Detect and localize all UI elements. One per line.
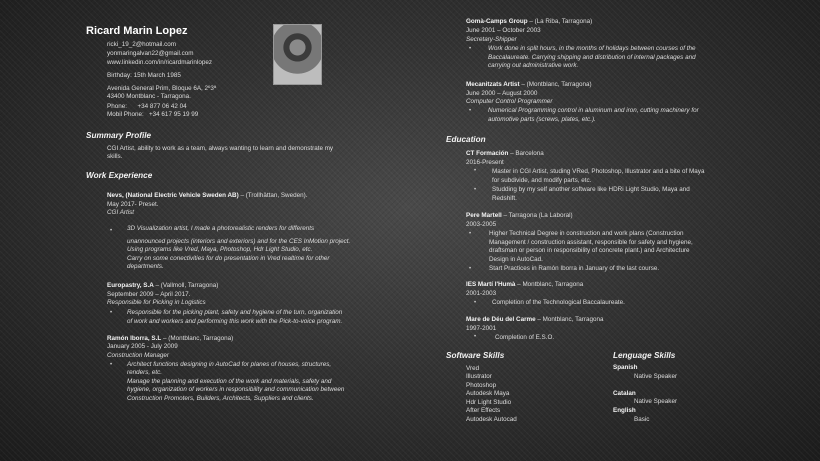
bullet-icon: • bbox=[474, 300, 477, 306]
job-place: – (Trollhättan, Sweden). bbox=[238, 192, 308, 199]
summary-line: CGI Artist, ability to work as a team, always wanting to learn and demonstrate my bbox=[107, 145, 334, 152]
education-dates: 2016-Present bbox=[466, 159, 504, 166]
job-heading bbox=[107, 192, 307, 200]
education-heading bbox=[466, 150, 544, 158]
job-role: Responsible for Picking in Logistics bbox=[107, 299, 206, 306]
software-item: After Effects bbox=[466, 407, 501, 414]
summary-line: skills. bbox=[107, 153, 123, 160]
job-desc: Work done in split hours, in the months of holidays between courses of the bbox=[488, 45, 696, 52]
birthday: Birthday: 15th March 1985 bbox=[107, 72, 181, 79]
bullet-icon: • bbox=[474, 168, 477, 174]
education-desc: Master in CGI Artist, studing VRed, Photoshop, Illustrator and a bite of Maya bbox=[492, 168, 705, 175]
software-item: Autodesk Autocad bbox=[466, 416, 517, 423]
address-line-1: Avenida General Prim, Bloque 6A, 2º3ª bbox=[107, 85, 217, 92]
job-dates: June 2000 – August 2000 bbox=[466, 90, 538, 97]
bullet-icon: • bbox=[110, 228, 113, 234]
job-dates: September 2009 – April 2017. bbox=[107, 291, 191, 298]
job-desc: unannounced projects (interiors and exteriors) and for the CES InMotion project. bbox=[127, 238, 351, 245]
job-company: Mecanitzats Artist bbox=[466, 81, 520, 88]
job-place: – (Montblanc, Tarragona) bbox=[519, 81, 592, 88]
linkedin-link[interactable]: www.linkedin.com/in/ricardmarinlopez bbox=[107, 59, 212, 66]
job-role: Computer Control Programmer bbox=[466, 98, 553, 105]
bullet-icon: • bbox=[474, 334, 477, 340]
job-desc: Architect functions designing in AutoCad for planes of houses, structures, bbox=[127, 361, 332, 368]
job-company: Europastry, S.A bbox=[107, 282, 154, 289]
candidate-name: Ricard Marin Lopez bbox=[86, 25, 188, 37]
job-heading bbox=[466, 81, 592, 89]
education-desc: Management / construction assistant, responsible for safety and hygiene, bbox=[489, 239, 693, 246]
education-desc: Completion of E.S.O. bbox=[495, 334, 555, 341]
education-desc: Design in AutoCad. bbox=[489, 256, 543, 263]
education-place: – Barcelona bbox=[508, 150, 544, 157]
address-line-2: 43400 Montblanc - Tarragona. bbox=[107, 93, 191, 100]
software-item: Autodesk Maya bbox=[466, 390, 510, 397]
software-skills-title: Software Skills bbox=[446, 351, 505, 360]
education-place: – Montblanc, Tarragona bbox=[535, 316, 604, 323]
education-title: Education bbox=[446, 135, 486, 144]
job-dates: May 2017- Preset. bbox=[107, 201, 159, 208]
email-secondary[interactable]: yonmaringalvan22@gmail.com bbox=[107, 50, 194, 57]
job-desc: carrying out administrative work. bbox=[488, 62, 579, 69]
bullet-icon: • bbox=[469, 266, 472, 272]
education-dates: 1997-2001 bbox=[466, 325, 497, 332]
job-desc: renders, etc. bbox=[127, 369, 162, 376]
bullet-icon: • bbox=[474, 187, 477, 193]
job-company: Nevs, (National Electric Vehicle Sweden AB) bbox=[107, 192, 239, 199]
job-place: – (Montblanc, Tarragona) bbox=[161, 335, 234, 342]
job-heading bbox=[107, 282, 218, 290]
summary-title: Summary Profile bbox=[86, 131, 152, 140]
job-company: Gomà-Camps Group bbox=[466, 18, 528, 25]
language-name: Catalan bbox=[613, 390, 636, 397]
job-desc: Baccalaureate. Carrying shipping and distribution of internal packages and bbox=[488, 54, 696, 61]
bullet-icon: • bbox=[469, 108, 472, 114]
language-level: Basic bbox=[634, 416, 650, 423]
job-role: CGI Artist bbox=[107, 209, 135, 216]
job-desc: Using programs like Vred, Maya, Photoshop, Hdr Light Studio, etc. bbox=[127, 246, 313, 253]
education-desc: Studding by my self another software like HDRi Light Studio, Maya and bbox=[492, 186, 690, 193]
education-desc: Redshift. bbox=[492, 195, 517, 202]
language-level: Native Speaker bbox=[634, 373, 678, 380]
bullet-icon: • bbox=[110, 310, 113, 316]
education-dates: 2001-2003 bbox=[466, 290, 497, 297]
education-heading bbox=[466, 212, 573, 220]
education-desc: Completion of the Technological Baccalaureate. bbox=[492, 299, 625, 306]
work-experience-title: Work Experience bbox=[86, 171, 153, 180]
job-desc: of work and workers and performing this work with the Pick-to-voice program. bbox=[127, 318, 343, 325]
job-place: – (La Riba, Tarragona) bbox=[527, 18, 593, 25]
job-desc: Numerical Programming control in aluminum and iron, cutting machinery for bbox=[488, 107, 699, 114]
software-item: Illustrator bbox=[466, 373, 492, 380]
education-school: Mare de Déu del Carme bbox=[466, 316, 536, 323]
job-desc: Construction Promoters, Builders, Architects, Suppliers and clients. bbox=[127, 395, 314, 402]
language-skills-title: Lenguage Skills bbox=[613, 351, 676, 360]
job-place: – (Vallmoll, Tarragona) bbox=[153, 282, 219, 289]
education-heading bbox=[466, 316, 603, 324]
job-role: Construction Manager bbox=[107, 352, 169, 359]
software-item: Vred bbox=[466, 365, 480, 372]
job-desc: Carry on some conectivities for do presentation in Vred realtime for other bbox=[127, 255, 330, 262]
language-name: Spanish bbox=[613, 364, 638, 371]
job-desc: automotive parts (screws, plates, etc.). bbox=[488, 116, 596, 123]
education-school: Pere Martell bbox=[466, 212, 502, 219]
language-name: English bbox=[613, 407, 636, 414]
education-desc: draftsman or person in responsibility of concrete plant.) and Architecture bbox=[489, 247, 690, 254]
mobile-phone: Mobil Phone: +34 617 95 19 99 bbox=[107, 111, 199, 118]
job-desc: Manage the planning and execution of the work and materials, safety and bbox=[127, 378, 332, 385]
job-company: Ramón Iborra, S.L bbox=[107, 335, 162, 342]
education-school: CT Formación bbox=[466, 150, 509, 157]
bullet-icon: • bbox=[110, 362, 113, 368]
bullet-icon: • bbox=[469, 46, 472, 52]
education-desc: Higher Technical Degree in construction and work plans (Construction bbox=[489, 230, 684, 237]
job-dates: January 2005 - July 2009 bbox=[107, 343, 178, 350]
job-dates: June 2001 – October 2003 bbox=[466, 27, 541, 34]
education-place: – Montblanc, Tarragona bbox=[515, 281, 584, 288]
education-place: – Tarragona (La Laboral) bbox=[501, 212, 573, 219]
education-desc: for subdivide, and modify parts, etc. bbox=[492, 177, 592, 184]
software-item: Photoshop bbox=[466, 382, 497, 389]
bullet-icon: • bbox=[469, 231, 472, 237]
phone: Phone: +34 877 06 42 04 bbox=[107, 103, 187, 110]
job-heading bbox=[466, 18, 592, 26]
job-desc: departments. bbox=[127, 263, 164, 270]
job-role: Secretary-Shipper bbox=[466, 36, 517, 43]
job-desc: 3D Visualization artist, I made a photorealistic renders for differents bbox=[127, 225, 315, 232]
education-dates: 2003-2005 bbox=[466, 221, 497, 228]
profile-photo bbox=[273, 24, 322, 85]
job-desc: hygiene, organization of workers in responsibility and communication between bbox=[127, 386, 345, 393]
education-school: IES Martí l'Humà bbox=[466, 281, 516, 288]
language-level: Native Speaker bbox=[634, 398, 678, 405]
education-heading bbox=[466, 281, 583, 289]
software-item: Hdr Light Studio bbox=[466, 399, 512, 406]
email-primary[interactable]: ricki_19_2@hotmail.com bbox=[107, 41, 177, 48]
education-desc: Start Practices in Ramón Iborra in January of the last course. bbox=[489, 265, 660, 272]
job-desc: Responsible for the picking plant, safety and hygiene of the turn, organization bbox=[127, 309, 343, 316]
